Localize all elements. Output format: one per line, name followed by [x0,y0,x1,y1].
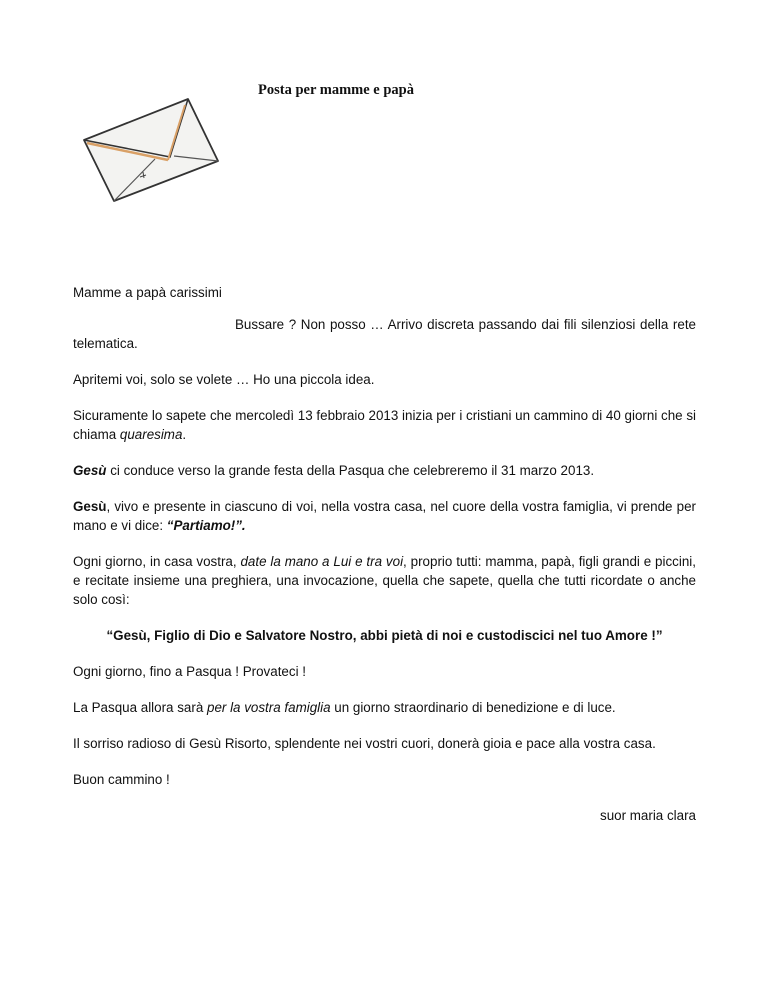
paragraph: Sicuramente lo sapete che mercoledì 13 febbraio 2013 inizia per i cristiani un cammino di 40 giorni che si chiama quaresima. [73,408,696,442]
paragraph: Ogni giorno, in casa vostra, date la mano a Lui e tra voi, proprio tutti: mamma, papà, figli grandi e piccini, e recitate insieme una preghiera, una invocazione, quella che sapete, quella che tutti ricordate o anche solo così: [73,554,696,607]
greeting: Mamme a papà carissimi [73,285,222,300]
prayer: “Gesù, Figlio di Dio e Salvatore Nostro, abbi pietà di noi e custodiscici nel tuo Amore !” [106,628,663,643]
paragraph: Buon cammino ! [73,772,170,787]
letter-body [73,283,696,842]
paragraph: Gesù ci conduce verso la grande festa della Pasqua che celebreremo il 31 marzo 2013. [73,463,595,478]
signature: suor maria clara [600,808,696,823]
paragraph: Il sorriso radioso di Gesù Risorto, splendente nei vostri cuori, donerà gioia e pace alla vostra casa. [73,736,656,751]
paragraph: Gesù, vivo e presente in ciascuno di voi, nella vostra casa, nel cuore della vostra famiglia, vi prende per mano e vi dice: “Partiamo!”. [73,499,696,533]
paragraph: Bussare ? Non posso … Arrivo discreta passando dai fili silenziosi della rete telematica. [73,317,696,351]
paragraph: Ogni giorno, fino a Pasqua ! Provateci ! [73,664,306,679]
page-title: Posta per mamme e papà [258,82,414,98]
paragraph: La Pasqua allora sarà per la vostra famiglia un giorno straordinario di benedizione e di luce. [73,700,616,715]
envelope-icon [70,85,230,205]
paragraph: Apritemi voi, solo se volete … Ho una piccola idea. [73,372,375,387]
